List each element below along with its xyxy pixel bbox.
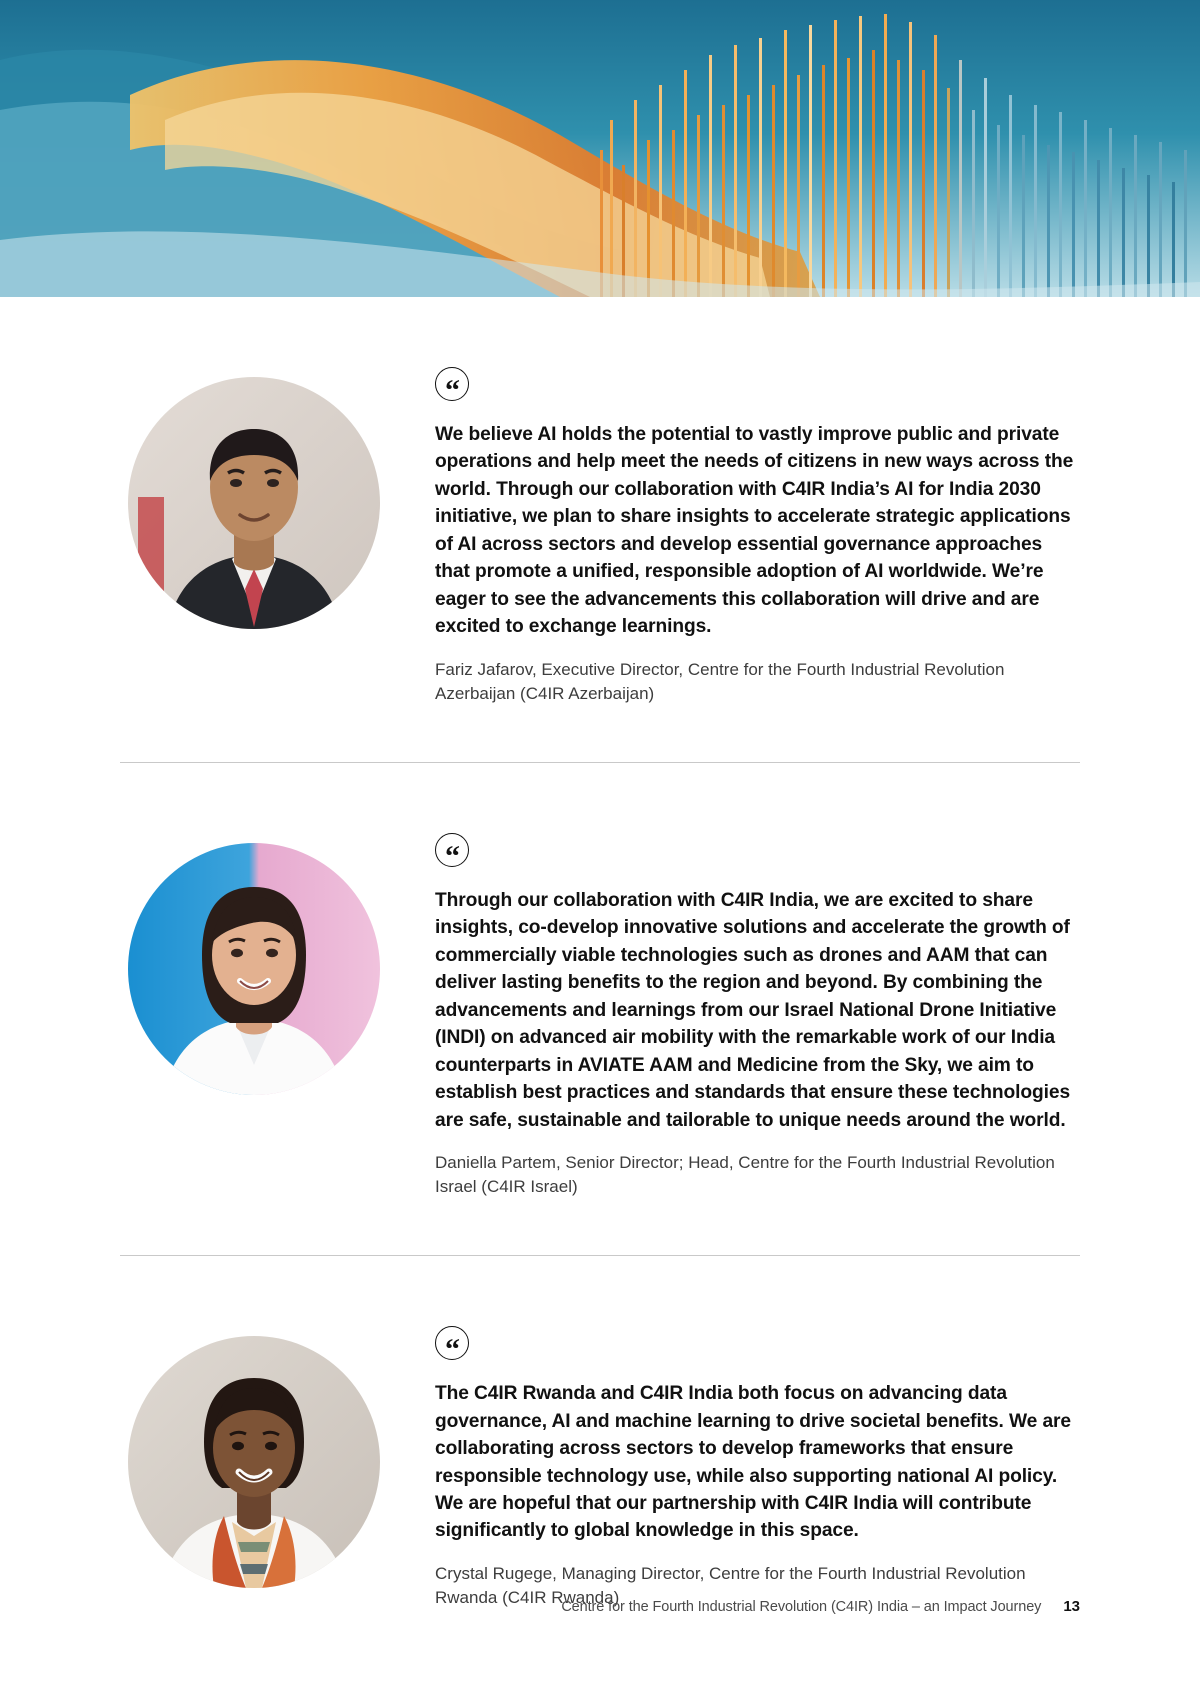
portrait-illustration — [128, 1336, 380, 1588]
quote-glyph: “ — [445, 1333, 459, 1367]
portrait-crystal-rugege — [128, 1336, 380, 1588]
portrait-column — [120, 823, 420, 1095]
quote-open-icon — [435, 1326, 469, 1367]
quote-text: The C4IR Rwanda and C4IR India both focus on advancing data governance, AI and machine learning to drive societal benefits. We are collaborating across sectors to develop frameworks that ensure responsible technology use, while also supporting national AI policy. We are hopeful that our partnership with C4IR India will contribute significantly to global knowledge in this space. — [435, 1383, 1071, 1542]
footer-document-title: Centre for the Fourth Industrial Revolution (C4IR) India – an Impact Journey — [561, 1599, 1042, 1615]
footer-page-number: 13 — [1063, 1598, 1080, 1615]
page-footer — [0, 1598, 1200, 1615]
quote-text-column — [420, 1316, 1080, 1610]
hero-illustration — [0, 0, 1200, 297]
quote-block — [120, 297, 1080, 706]
quote-text: We believe AI holds the potential to vastly improve public and private operations and help meet the needs of citizens in new ways across the world. Through our collaboration with C4IR India’s AI for India 2030 initiative, we plan to share insights to accelerate strategic applications of AI across sectors and develop essential governance approaches that promote a unified, responsible adoption of AI worldwide. We’re eager to see the advancements this collaboration will drive and are excited to exchange learnings. — [435, 424, 1074, 638]
portrait-daniella-partem — [128, 843, 380, 1095]
portrait-illustration — [128, 377, 380, 629]
quote-text-column — [420, 823, 1080, 1199]
portrait-fariz-jafarov — [128, 377, 380, 629]
quote-attribution: Crystal Rugege, Managing Director, Centre for the Fourth Industrial Revolution Rwanda (C4IR Rwanda) — [435, 1563, 1026, 1608]
portrait-column — [120, 1316, 420, 1588]
quote-glyph: “ — [445, 374, 459, 407]
quote-text-column — [420, 357, 1080, 706]
portrait-column — [120, 357, 420, 629]
quote-attribution: Daniella Partem, Senior Director; Head, Centre for the Fourth Industrial Revolution Israel (C4IR Israel) — [435, 1152, 1055, 1197]
quote-block — [120, 763, 1080, 1199]
portrait-illustration — [128, 843, 380, 1095]
hero-banner-image — [0, 0, 1200, 297]
quote-open-icon — [435, 833, 469, 873]
quote-block — [120, 1256, 1080, 1610]
quote-glyph: “ — [445, 839, 459, 873]
quote-text: Through our collaboration with C4IR India, we are excited to share insights, co-develop innovative solutions and accelerate the growth of commercially viable technologies such as drones and AAM that can deliver lasting benefits to the region and beyond. By combining the advancements and learnings from our Israel National Drone Initiative (INDI) on advanced air mobility with the remarkable work of our India counterparts in AVIATE AAM and Medicine from the Sky, we aim to establish best practices and standards that ensure these technologies are safe, sustainable and tailorable to unique needs around the world. — [435, 889, 1071, 1131]
quote-open-icon — [435, 367, 469, 407]
quote-attribution: Fariz Jafarov, Executive Director, Centre for the Fourth Industrial Revolution Azerbaijan (C4IR Azerbaijan) — [435, 659, 1005, 703]
quotes-section — [0, 297, 1200, 1610]
